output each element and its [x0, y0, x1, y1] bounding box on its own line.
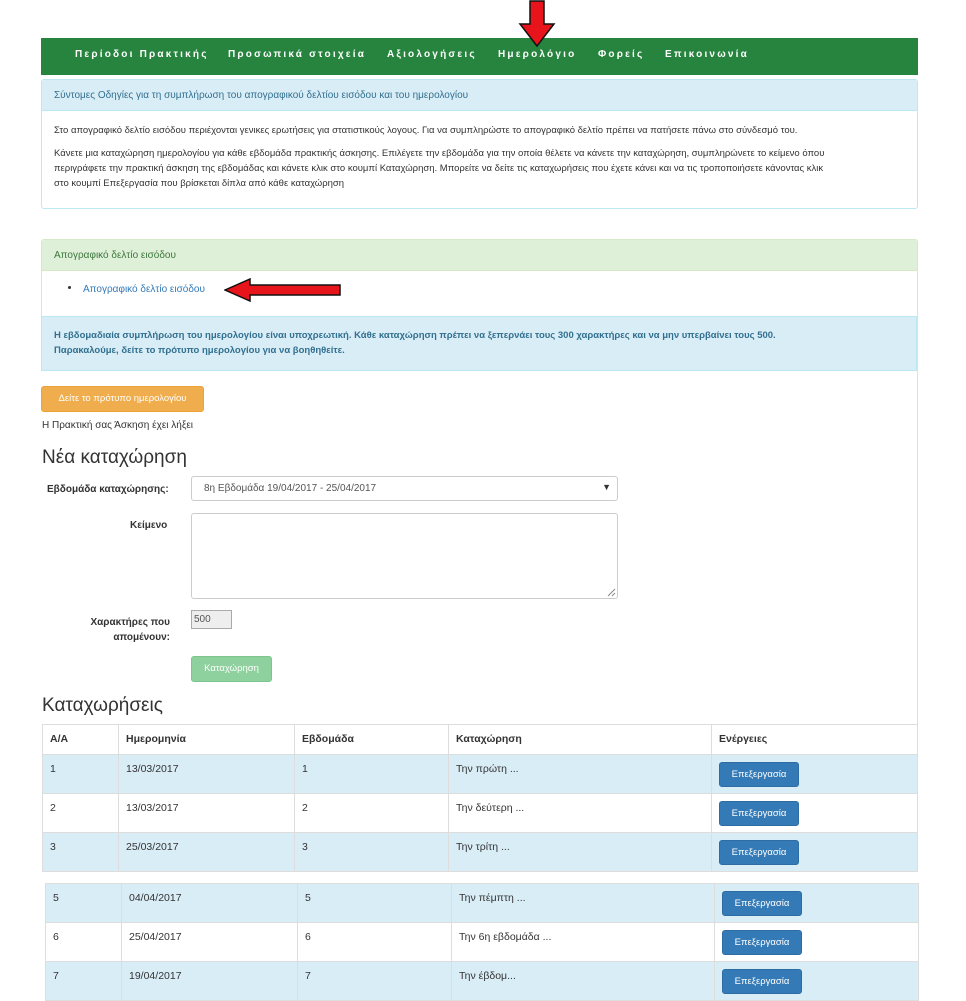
cell-index: 7: [46, 962, 122, 1001]
nav-item-contact[interactable]: Επικοινωνία: [665, 49, 749, 60]
alert-line-1: Η εβδομαδιαία συμπλήρωση του ημερολογίου είναι υποχρεωτική. Κάθε καταχώρηση πρέπει να ξεπερνάει τους 300 χαρακτήρες και να μην υπερβαίνει τους 500.: [54, 330, 776, 341]
cell-entry: Την 6η εβδομάδα ...: [452, 923, 715, 962]
cell-actions: [715, 962, 919, 1001]
column-header: Ενέργειες: [712, 725, 918, 755]
submit-entry-button[interactable]: Καταχώρηση: [191, 656, 272, 682]
table-row: [43, 794, 918, 833]
cell-index: 5: [46, 884, 122, 923]
cell-entry: Την πέμπτη ...: [452, 884, 715, 923]
column-header: Ημερομηνία: [119, 725, 295, 755]
instructions-line: στο κουμπί Επεξεργασία που βρίσκεται δίπλα από κάθε καταχώρηση: [54, 178, 345, 189]
chars-remaining-field: 500: [191, 610, 232, 629]
cell-entry: Την πρώτη ...: [449, 755, 712, 794]
text-label: Κείμενο: [130, 520, 168, 531]
chars-remaining-label-line: Χαρακτήρες που: [90, 617, 170, 628]
table-row: [43, 833, 918, 872]
cell-index: 6: [46, 923, 122, 962]
table-row: [43, 755, 918, 794]
instructions-line: περιγράφετε την πρακτική άσκηση της εβδομάδας και κάνετε κλικ στο κουμπί Καταχώρηση. Μπορείτε να δείτε τις καταχωρήσεις που έχετε κάνει και να τις τροποποιήσετε κάνοντας κλικ: [54, 163, 824, 174]
cell-week: 6: [298, 923, 452, 962]
edit-button[interactable]: Επεξεργασία: [722, 930, 802, 955]
chars-remaining-label-line: απομένουν:: [113, 632, 170, 643]
cell-entry: Την έβδομ...: [452, 962, 715, 1001]
dropdown-caret-icon: ▼: [602, 482, 611, 492]
table-row: [46, 923, 919, 962]
cell-entry: Την δεύτερη ...: [449, 794, 712, 833]
edit-button[interactable]: Επεξεργασία: [722, 969, 802, 994]
nav-item-diary[interactable]: Ημερολόγιο: [498, 49, 577, 60]
annotation-arrow-down-icon: [517, 0, 557, 48]
top-navbar: [41, 38, 918, 75]
week-label: Εβδομάδα καταχώρησης:: [47, 484, 169, 495]
edit-button[interactable]: Επεξεργασία: [719, 801, 799, 826]
entry-text-input[interactable]: [191, 513, 618, 599]
table-row: [46, 962, 919, 1001]
edit-button[interactable]: Επεξεργασία: [722, 891, 802, 916]
column-header: Εβδομάδα: [295, 725, 449, 755]
column-header: Καταχώρηση: [449, 725, 712, 755]
inventory-panel: [41, 239, 918, 309]
diary-rules-alert: [41, 316, 917, 371]
entries-table-continued: [45, 883, 919, 1001]
cell-index: 3: [43, 833, 119, 872]
cell-actions: [715, 884, 919, 923]
cell-index: 2: [43, 794, 119, 833]
cell-date: 25/03/2017: [119, 833, 295, 872]
resize-grip-icon[interactable]: [607, 588, 616, 597]
nav-item-organizations[interactable]: Φορείς: [598, 49, 645, 60]
cell-date: 13/03/2017: [119, 755, 295, 794]
instructions-paragraph-2: [54, 146, 905, 191]
inventory-panel-title: Απογραφικό δελτίο εισόδου: [42, 240, 917, 271]
cell-actions: [715, 923, 919, 962]
table-row: [46, 884, 919, 923]
cell-date: 13/03/2017: [119, 794, 295, 833]
cell-week: 5: [298, 884, 452, 923]
cell-date: 25/04/2017: [122, 923, 298, 962]
week-select-value: 8η Εβδομάδα 19/04/2017 - 25/04/2017: [204, 483, 377, 494]
nav-item-internship-periods[interactable]: Περίοδοι Πρακτικής: [75, 49, 209, 60]
instructions-paragraph-1: Στο απογραφικό δελτίο εισόδου περιέχονται γενικες ερωτήσεις για στατιστικούς λογους. Για να συμπληρώστε το απογραφικό δελτίο πρέπει να πατήσετε πάνω στο σύνδεσμό του.: [54, 125, 798, 136]
inventory-form-link[interactable]: Απογραφικό δελτίο εισόδου: [83, 284, 205, 295]
cell-date: 04/04/2017: [122, 884, 298, 923]
cell-week: 1: [295, 755, 449, 794]
internship-expired-text: Η Πρακτική σας Άσκηση έχει λήξει: [42, 420, 194, 431]
week-select[interactable]: [191, 476, 618, 501]
cell-actions: [712, 833, 918, 872]
cell-date: 19/04/2017: [122, 962, 298, 1001]
new-entry-title: Νέα καταχώρηση: [42, 447, 187, 468]
cell-actions: [712, 755, 918, 794]
instructions-panel: [41, 79, 918, 209]
chars-remaining-label: [70, 615, 170, 645]
cell-week: 7: [298, 962, 452, 1001]
entries-title: Καταχωρήσεις: [42, 695, 163, 716]
view-template-button[interactable]: Δείτε το πρότυπο ημερολογίου: [41, 386, 204, 412]
cell-week: 3: [295, 833, 449, 872]
edit-button[interactable]: Επεξεργασία: [719, 762, 799, 787]
instructions-line: Κάνετε μια καταχώρηση ημερολογίου για κάθε εβδομάδα πρακτικής άσκησης. Επιλέγετε την εβδομάδα για την οποία θέλετε να κάνετε την καταχώρηση, συμπληρώνετε το κείμενο όπου: [54, 148, 825, 159]
edit-button[interactable]: Επεξεργασία: [719, 840, 799, 865]
cell-entry: Την τρίτη ...: [449, 833, 712, 872]
cell-index: 1: [43, 755, 119, 794]
instructions-panel-title: Σύντομες Οδηγίες για τη συμπλήρωση του απογραφικού δελτίου εισόδου και του ημερολογίου: [42, 80, 917, 111]
nav-item-evaluations[interactable]: Αξιολογήσεις: [387, 49, 477, 60]
annotation-arrow-left-icon: [224, 278, 342, 302]
list-bullet: [68, 286, 71, 289]
cell-actions: [712, 794, 918, 833]
nav-item-personal-info[interactable]: Προσωπικά στοιχεία: [228, 49, 367, 60]
cell-week: 2: [295, 794, 449, 833]
alert-line-2: Παρακαλούμε, δείτε το πρότυπο ημερολογίου για να βοηθηθείτε.: [54, 345, 345, 356]
column-header: Α/Α: [43, 725, 119, 755]
entries-table: [42, 724, 918, 872]
